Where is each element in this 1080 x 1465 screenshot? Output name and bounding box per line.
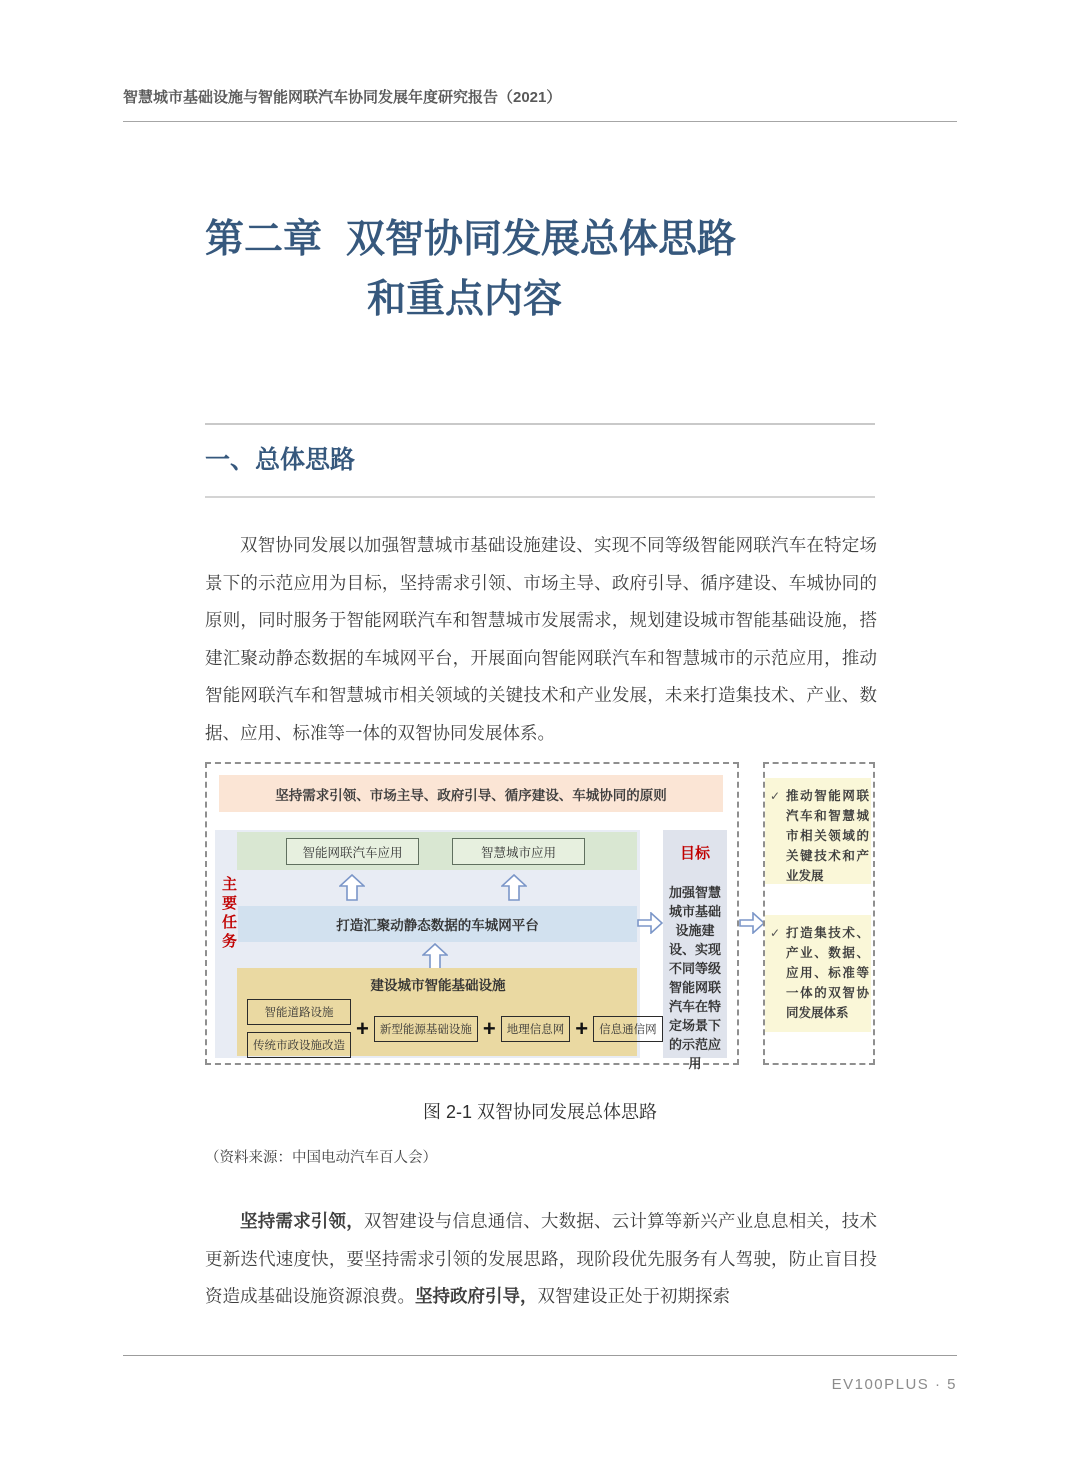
plus-icon: + — [575, 1015, 589, 1041]
outcome-text: 打造集技术、产业、数据、应用、标准等一体的双智协同发展体系 — [786, 926, 869, 1020]
footer-divider — [123, 1355, 957, 1356]
section-divider-bottom — [205, 496, 875, 498]
page-number: EV100PLUS · 5 — [831, 1376, 957, 1393]
section-divider-top — [205, 423, 875, 425]
infra-box-municipal-retrofit: 传统市政设施改造 — [247, 1032, 351, 1058]
outcome-item — [770, 923, 869, 1023]
infra-box-smart-road: 智能道路设施 — [247, 999, 351, 1025]
figure-diagram — [205, 762, 875, 1071]
intro-paragraph: 双智协同发展以加强智慧城市基础设施建设、实现不同等级智能网联汽车在特定场景下的示范应用为目标，坚持需求引领、市场主导、政府引导、循序建设、车城协同的原则，同时服务于智能网联汽车和智慧城市发展需求，规划建设城市智能基础设施，搭建汇聚动静态数据的车城网平台，开展面向智能网联汽车和智慧城市的示范应用，推动智能网联汽车和智慧城市相关领域的关键技术和产业发展，未来打造集技术、产业、数据、应用、标准等一体的双智协同发展体系。 — [205, 535, 877, 743]
check-icon: ✓ — [770, 926, 781, 940]
goal-label: 目标 — [679, 845, 710, 862]
infrastructure-stack — [247, 999, 351, 1058]
plus-icon: + — [482, 1015, 496, 1041]
infra-box-ict-network: 信息通信网 — [593, 1016, 663, 1042]
infrastructure-row — [247, 999, 657, 1058]
chapter-title-line1 — [205, 210, 895, 270]
main-tasks-label: 主要任务 — [220, 876, 237, 952]
outcome-text: 推动智能网联汽车和智慧城市相关领域的关键技术和产业发展 — [786, 789, 869, 883]
check-icon: ✓ — [770, 789, 781, 803]
up-arrow-icon — [339, 874, 365, 901]
infra-box-geo-network: 地理信息网 — [501, 1016, 571, 1042]
chapter-number: 第二章 — [205, 218, 323, 261]
principle-banner: 坚持需求引领、市场主导、政府引导、循序建设、车城协同的原则 — [219, 775, 723, 812]
chapter-title-text: 双智协同发展总体思路 — [346, 218, 737, 261]
infrastructure-box — [237, 968, 657, 1056]
platform-bar: 打造汇聚动静态数据的车城网平台 — [238, 906, 637, 942]
goal-column — [663, 830, 727, 1071]
chapter-title — [205, 210, 895, 330]
infra-box-new-energy: 新型能源基础设施 — [374, 1016, 478, 1042]
figure-caption: 图 2-1 双智协同发展总体思路 — [422, 1102, 658, 1122]
closing-bold-2: 坚持政府引导， — [415, 1286, 538, 1306]
plus-icon: + — [356, 1015, 369, 1041]
up-arrow-icon — [422, 943, 448, 970]
figure-source: （资料来源：中国电动汽车百人会） — [205, 1150, 437, 1166]
outcome-box-integrated-system — [765, 915, 871, 1032]
outcome-item — [770, 786, 869, 886]
closing-text-1: 双智建设与信息通信、大数据、云计算等新兴产业息息相关，技术更新迭代速度快，要坚持需求引领的发展思路，现阶段优先服务有人驾驶，防止盲目投资造成基础设施资源浪费。 — [205, 1211, 878, 1306]
right-arrow-icon — [637, 912, 663, 934]
right-arrow-icon — [739, 912, 765, 934]
running-header-title: 智慧城市基础设施与智能网联汽车协同发展年度研究报告（2021） — [123, 89, 562, 106]
closing-bold-1: 坚持需求引领， — [240, 1211, 364, 1231]
chapter-title-line2: 和重点内容 — [367, 278, 563, 321]
outcome-box-tech-industry — [765, 778, 871, 884]
app-box-smart-city: 智慧城市应用 — [452, 838, 585, 865]
goal-text: 加强智慧城市基础设施建设、实现不同等级智能网联汽车在特定场景下的示范应用 — [668, 885, 721, 1071]
up-arrow-icon — [501, 874, 527, 901]
app-box-icv: 智能网联汽车应用 — [286, 838, 419, 865]
closing-paragraph — [205, 1203, 877, 1316]
header-divider — [123, 121, 957, 122]
closing-text-2: 双智建设正处于初期探索 — [537, 1286, 730, 1306]
section-heading: 一、总体思路 — [205, 446, 356, 474]
infrastructure-title: 建设城市智能基础设施 — [370, 978, 506, 993]
